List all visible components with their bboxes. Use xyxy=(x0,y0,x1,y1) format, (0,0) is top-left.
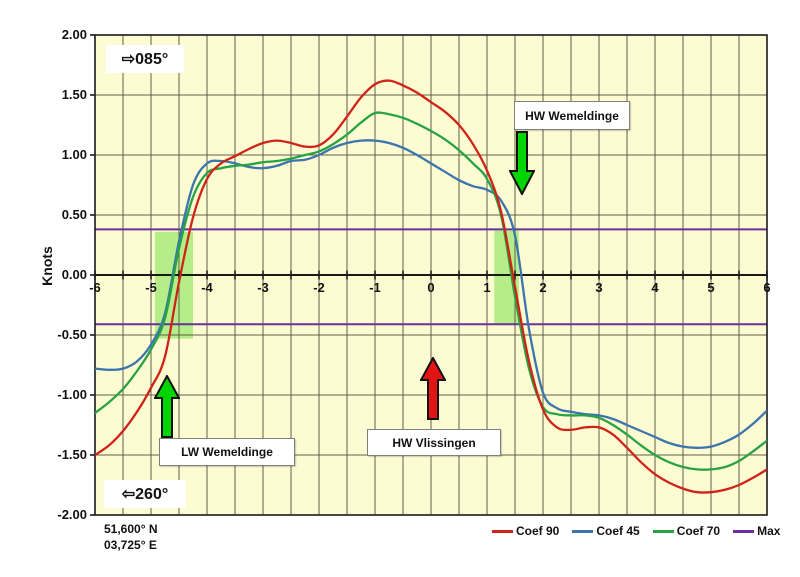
y-tick-label: -0.50 xyxy=(57,327,87,342)
legend-swatch xyxy=(653,530,674,533)
legend-swatch xyxy=(733,530,754,533)
hw-wemeldinge-label: HW Wemeldinge xyxy=(514,101,630,130)
legend-item-coef-45 xyxy=(572,524,639,538)
block-arrow-down-green-icon xyxy=(509,131,535,195)
y-axis-title: Knots xyxy=(39,246,55,286)
chart-legend xyxy=(492,524,780,538)
x-tick-label: 0 xyxy=(427,280,435,295)
y-tick-label: 1.50 xyxy=(61,87,87,102)
coordinate-latitude: 51,600° N xyxy=(104,522,158,536)
ebb-direction-label: ⇦260° xyxy=(104,480,186,508)
y-tick-label: 0.50 xyxy=(61,207,87,222)
legend-label: Coef 90 xyxy=(516,524,560,538)
x-tick-label: -6 xyxy=(89,280,101,295)
station-coordinates xyxy=(104,521,158,553)
block-arrow-up-green-icon xyxy=(154,375,180,438)
x-tick-label: 5 xyxy=(707,280,715,295)
x-tick-label: 3 xyxy=(595,280,603,295)
lw-wemeldinge-label: LW Wemeldinge xyxy=(159,438,295,466)
x-tick-label: 6 xyxy=(763,280,771,295)
y-tick-label: 0.00 xyxy=(61,267,87,282)
legend-item-max xyxy=(733,524,780,538)
x-tick-label: -3 xyxy=(257,280,269,295)
x-tick-label: -2 xyxy=(313,280,325,295)
y-tick-label: -1.00 xyxy=(57,387,87,402)
flood-direction-label: ⇨085° xyxy=(106,45,184,73)
coordinate-longitude: 03,725° E xyxy=(104,538,157,552)
y-tick-label: 2.00 xyxy=(61,27,87,42)
y-tick-label: -2.00 xyxy=(57,507,87,522)
x-tick-label: -4 xyxy=(201,280,213,295)
legend-item-coef-70 xyxy=(653,524,720,538)
legend-item-coef-90 xyxy=(492,524,559,538)
legend-swatch xyxy=(492,530,513,533)
x-tick-label: 2 xyxy=(539,280,547,295)
legend-label: Coef 70 xyxy=(676,524,721,538)
x-tick-label: -5 xyxy=(145,280,157,295)
legend-label: Max xyxy=(757,524,781,538)
x-tick-label: 4 xyxy=(651,280,659,295)
x-tick-label: -1 xyxy=(369,280,381,295)
y-tick-label: -1.50 xyxy=(57,447,87,462)
y-tick-label: 1.00 xyxy=(61,147,87,162)
x-tick-label: 1 xyxy=(483,280,491,295)
block-arrow-up-red-icon xyxy=(420,357,446,420)
legend-swatch xyxy=(572,530,593,533)
legend-label: Coef 45 xyxy=(596,524,640,538)
hw-vlissingen-label: HW Vlissingen xyxy=(367,429,501,456)
